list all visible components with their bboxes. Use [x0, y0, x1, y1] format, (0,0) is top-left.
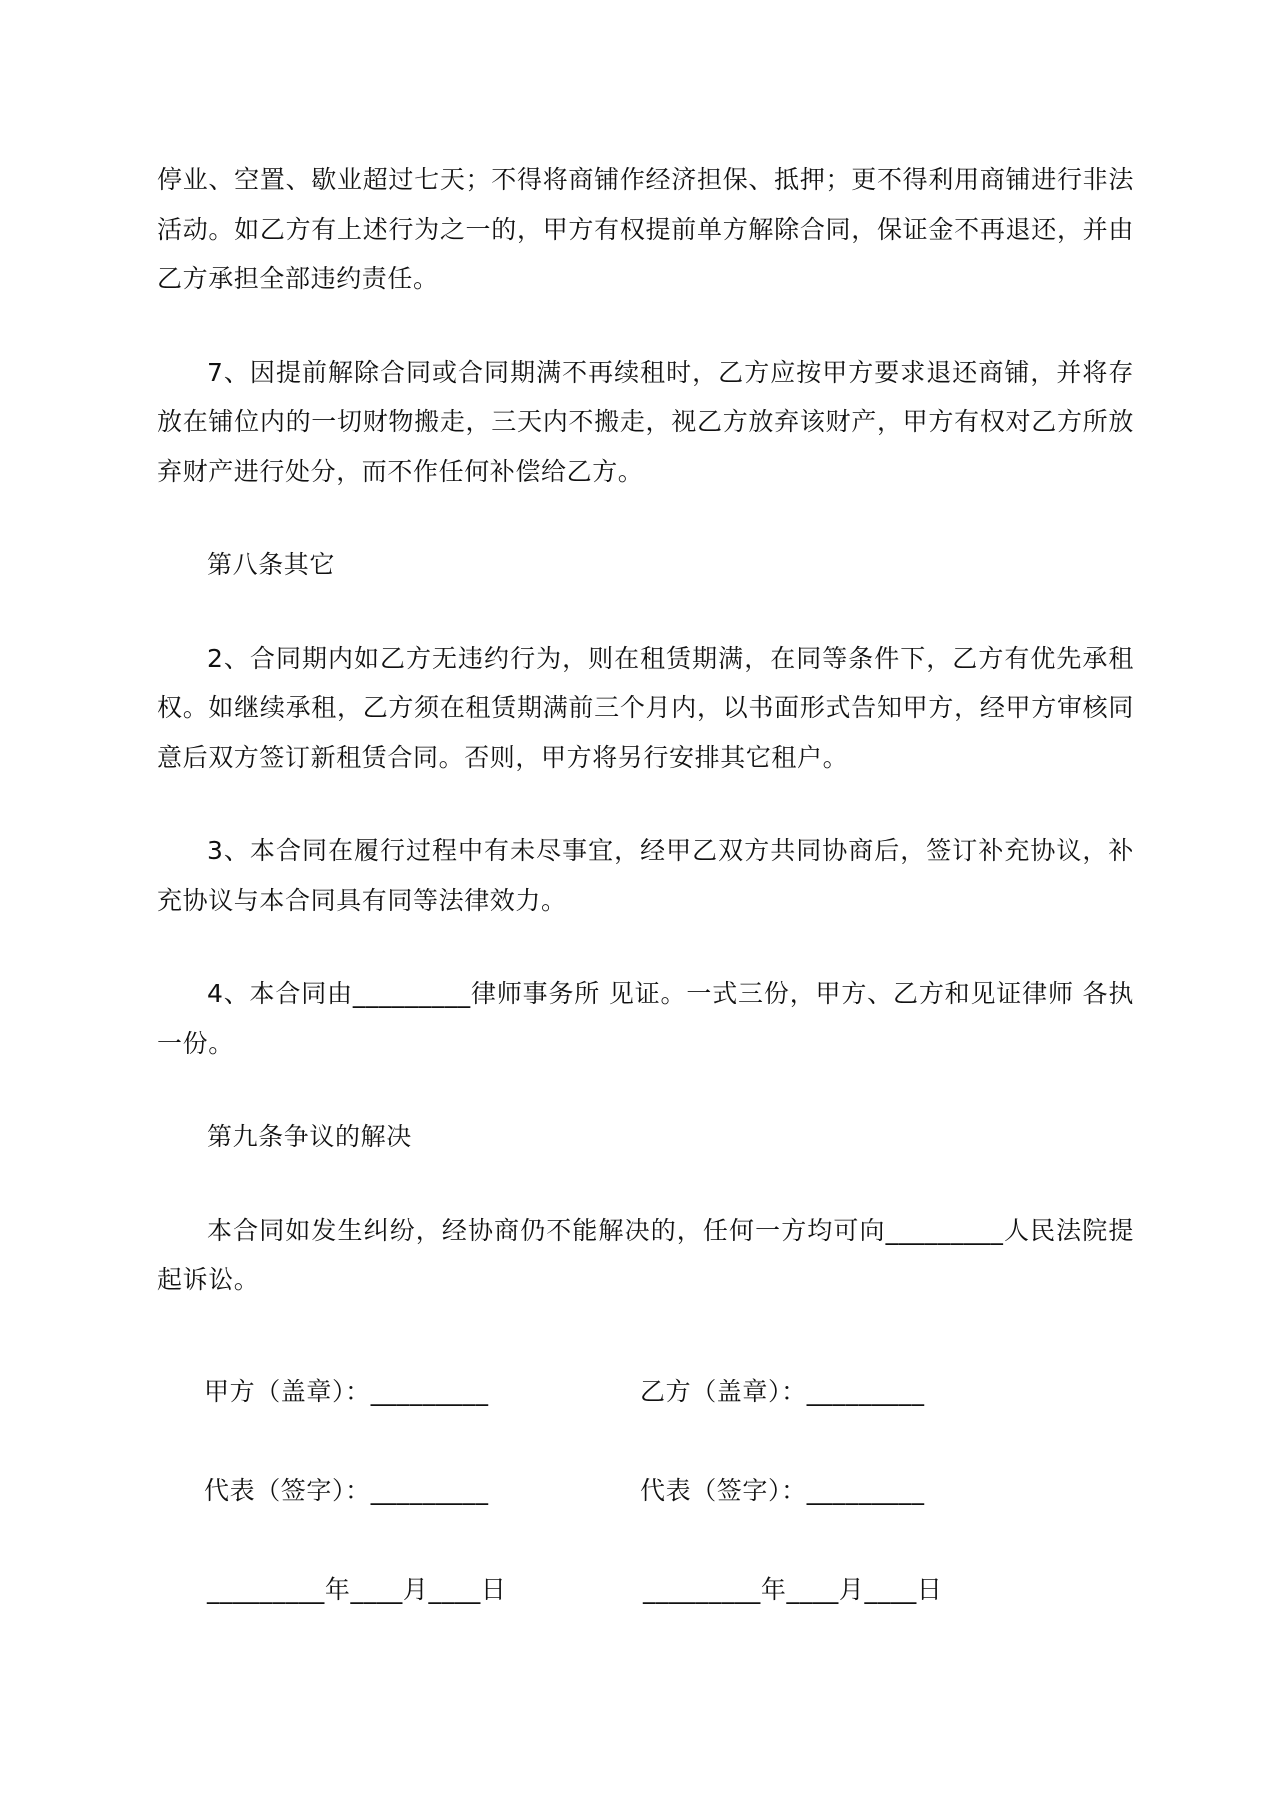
party-b-date-line: _________年____月____日: [643, 1575, 943, 1604]
section-heading-article-9: 第九条争议的解决: [207, 1122, 412, 1151]
party-a-date-line: _________年____月____日: [207, 1575, 507, 1604]
paragraph-clause-8-4: 4、本合同由_________律师事务所 见证。一式三份，甲方、乙方和见证律师 各执一份。: [157, 979, 1134, 1058]
party-a-representative-line: 代表（签字）：_________: [204, 1476, 489, 1505]
party-b-seal-line: 乙方（盖章）：_________: [640, 1377, 925, 1406]
document-body: [157, 155, 1134, 1349]
paragraph-clause-6-continued: 停业、空置、歇业超过七天；不得将商铺作经济担保、抵押；更不得利用商铺进行非法活动。如乙方有上述行为之一的，甲方有权提前单方解除合同，保证金不再退还，并由乙方承担全部违约责任。: [157, 165, 1134, 293]
party-b-representative-line: 代表（签字）：_________: [640, 1476, 925, 1505]
section-heading-article-8: 第八条其它: [207, 550, 336, 579]
party-a-seal-line: 甲方（盖章）：_________: [204, 1377, 489, 1406]
paragraph-clause-7: 7、因提前解除合同或合同期满不再续租时，乙方应按甲方要求退还商铺，并将存放在铺位内的一切财物搬走，三天内不搬走，视乙方放弃该财产，甲方有权对乙方所放弃财产进行处分，而不作任何补偿给乙方。: [157, 357, 1134, 486]
paragraph-clause-8-3: 3、本合同在履行过程中有未尽事宜，经甲乙双方共同协商后，签订补充协议，补充协议与本合同具有同等法律效力。: [157, 836, 1134, 915]
paragraph-dispute-resolution: 本合同如发生纠纷，经协商仍不能解决的，任何一方均可向_________人民法院提起诉讼。: [157, 1215, 1134, 1294]
paragraph-clause-8-2: 2、合同期内如乙方无违约行为，则在租赁期满，在同等条件下，乙方有优先承租权。如继续承租，乙方须在租赁期满前三个月内，以书面形式告知甲方，经甲方审核同意后双方签订新租赁合同。否则，甲方将另行安排其它租户。: [157, 643, 1134, 772]
